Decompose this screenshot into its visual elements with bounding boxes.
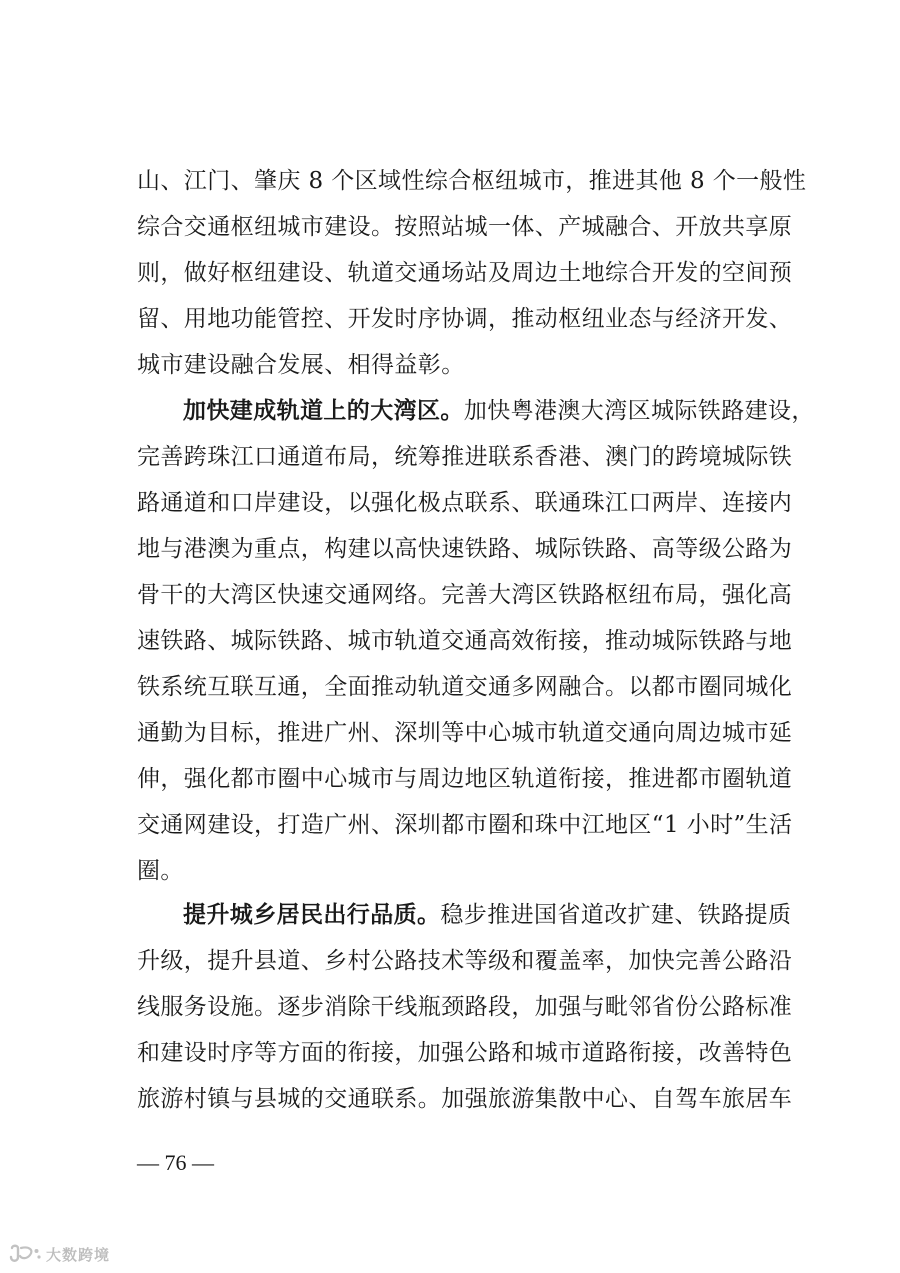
paragraph-line: 城市建设融合发展、相得益彰。 bbox=[137, 352, 465, 378]
paragraph-line: 旅游村镇与县城的交通联系。加强旅游集散中心、自驾车旅居车 bbox=[137, 1086, 793, 1112]
paragraph-line: 路通道和口岸建设，以强化极点联系、联通珠江口两岸、连接内 bbox=[137, 490, 793, 516]
paragraph-first-line bbox=[183, 900, 791, 930]
paragraph-text: 稳步推进国省道改扩建、铁路提质 bbox=[440, 902, 792, 928]
paragraph-line: 骨干的大湾区快速交通网络。完善大湾区铁路枢纽布局，强化高 bbox=[137, 582, 793, 608]
paragraph-line: 线服务设施。逐步消除干线瓶颈路段，加强与毗邻省份公路标准 bbox=[137, 994, 793, 1020]
paragraph-line: 升级，提升县道、乡村公路技术等级和覆盖率，加快完善公路沿 bbox=[137, 948, 793, 974]
paragraph-line: 山、江门、肇庆 8 个区域性综合枢纽城市，推进其他 8 个一般性 bbox=[137, 168, 807, 194]
paragraph-line: 通勤为目标，推进广州、深圳等中心城市轨道交通向周边城市延 bbox=[137, 720, 793, 746]
paragraph-line: 交通网建设，打造广州、深圳都市圈和珠中江地区“1 小时”生活 bbox=[137, 812, 793, 838]
paragraph-heading: 提升城乡居民出行品质。 bbox=[183, 901, 441, 928]
watermark-text: 大数跨境 bbox=[46, 1245, 111, 1264]
paragraph-line: 地与港澳为重点，构建以高快速铁路、城际铁路、高等级公路为 bbox=[137, 536, 793, 562]
paragraph-text: 加快粤港澳大湾区城际铁路建设， bbox=[463, 398, 815, 424]
page-number: — 76 — bbox=[137, 1150, 214, 1175]
paragraph-line: 留、用地功能管控、开发时序协调，推动枢纽业态与经济开发、 bbox=[137, 306, 793, 332]
paragraph-heading: 加快建成轨道上的大湾区。 bbox=[183, 397, 464, 424]
brand-logo-icon bbox=[8, 1244, 42, 1264]
paragraph-line: 圈。 bbox=[137, 858, 184, 884]
paragraph-line: 则，做好枢纽建设、轨道交通场站及周边土地综合开发的空间预 bbox=[137, 260, 793, 286]
paragraph-line: 铁系统互联互通，全面推动轨道交通多网融合。以都市圈同城化 bbox=[137, 674, 793, 700]
watermark bbox=[8, 1243, 110, 1265]
paragraph-line: 速铁路、城际铁路、城市轨道交通高效衔接，推动城际铁路与地 bbox=[137, 628, 793, 654]
paragraph-line: 和建设时序等方面的衔接，加强公路和城市道路衔接，改善特色 bbox=[137, 1040, 793, 1066]
paragraph-line: 完善跨珠江口通道布局，统筹推进联系香港、澳门的跨境城际铁 bbox=[137, 444, 793, 470]
paragraph-line: 伸，强化都市圈中心城市与周边地区轨道衔接，推进都市圈轨道 bbox=[137, 766, 793, 792]
paragraph-first-line bbox=[183, 396, 815, 426]
paragraph-line: 综合交通枢纽城市建设。按照站城一体、产城融合、开放共享原 bbox=[137, 214, 793, 240]
